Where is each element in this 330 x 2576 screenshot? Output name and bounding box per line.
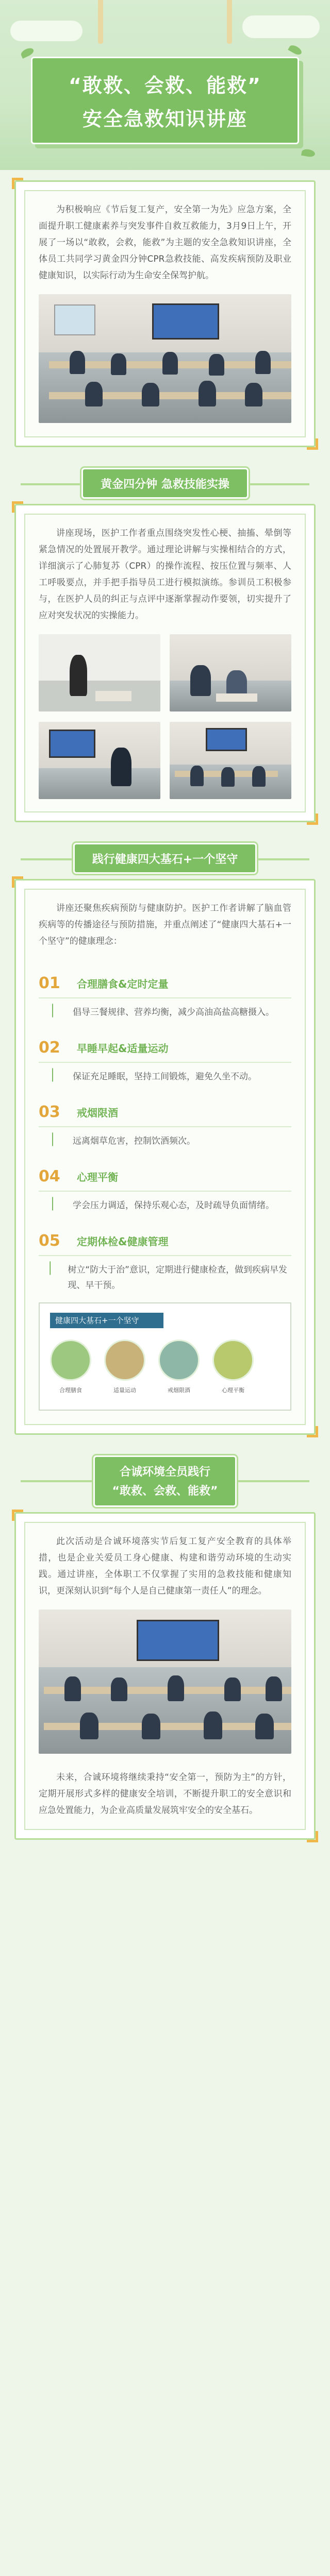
pillar-title: 合理膳食&定时定量 xyxy=(77,978,169,990)
section3-text2: 未来，合诚环境将继续秉持“安全第一，预防为主”的方针，定期开展形式多样的健康安全培训，不断提升职工的安全意识和应急处置能力，为企业高质量发展筑牢安全的安全基石。 xyxy=(39,1772,291,1816)
pillar-item xyxy=(25,1217,305,1297)
corner-decoration xyxy=(12,178,23,189)
section1-inner xyxy=(24,514,306,812)
pillar-number: 03 xyxy=(39,1103,60,1121)
section2 xyxy=(14,879,316,1435)
intro-section xyxy=(14,180,316,447)
pillar-body: 保证充足睡眠，坚持工间锻炼，避免久坐不动。 xyxy=(73,1072,257,1082)
section3-pill xyxy=(93,1455,237,1507)
cpr-photo-4 xyxy=(170,722,291,799)
pillar-item xyxy=(25,1153,305,1217)
pillar-item xyxy=(25,1024,305,1089)
section3 xyxy=(14,1512,316,1840)
section2-intro: 讲座还聚焦疾病预防与健康防护。医护工作者讲解了脑血管疾病等的传播途径与预防措施，并重点阐述了“健康四大基石+一个坚守”的健康理念： xyxy=(39,903,291,946)
cpr-photo-2 xyxy=(170,634,291,711)
section1-text: 讲座现场，医护工作者重点围绕突发性心梗、抽搐、晕倒等紧急情况的处置展开教学。通过理论讲解与实操相结合的方式，详细演示了心肺复苏（CPR）的操作流程、按压位置与频率、人工呼吸要点，并手把手指导员工进行模拟演练。参训员工积极参与，在医护人员的纠正与点评中逐渐掌握动作要领，切实提升了应对突发状况的实操能力。 xyxy=(39,528,291,621)
section3-heading xyxy=(0,1455,330,1507)
slide-caption: 合理膳食 xyxy=(59,1387,82,1394)
slide-caption: 适量运动 xyxy=(113,1387,136,1394)
intro-text: 为积极响应《节后复工复产，安全第一为先》应急方案，全面提升职工健康素养与突发事件自救互救能力，3月9日上午，开展了一场以“敢救，会救，能救”为主题的安全急救知识讲座，全体员工共同学习黄金四分钟CPR急救技能、高发疾病预防及职业健康知识，以实际行动为生命安全保驾护航。 xyxy=(39,205,291,281)
intro-inner xyxy=(24,190,306,437)
pillar-title: 定期体检&健康管理 xyxy=(77,1235,169,1248)
section3-pill-line2: “敢救、会救、能救” xyxy=(112,1485,218,1498)
pillar-marker-icon: │ xyxy=(49,1069,56,1082)
section2-heading xyxy=(0,843,330,874)
leaf-icon xyxy=(288,43,303,56)
section3-pill-line1: 合诚环境全员践行 xyxy=(119,1466,210,1479)
section1-photo-grid xyxy=(25,634,305,811)
cloud-decoration xyxy=(10,21,82,41)
title-card xyxy=(31,57,299,144)
cpr-photo-3 xyxy=(39,722,160,799)
pillar-title: 早睡早起&适量运动 xyxy=(77,1042,169,1055)
health-slide-photo xyxy=(39,1302,291,1411)
pillar-marker-icon: │ xyxy=(46,1262,54,1275)
slide-circle-image xyxy=(158,1340,200,1381)
group-lecture-photo xyxy=(39,1609,291,1754)
section1-heading xyxy=(0,468,330,499)
pillar-title: 心理平衡 xyxy=(77,1171,118,1183)
slide-caption: 戒烟限酒 xyxy=(168,1387,190,1394)
section1 xyxy=(14,504,316,822)
hanging-stick-right xyxy=(227,0,232,44)
pillar-item xyxy=(25,960,305,1024)
pillar-number: 02 xyxy=(39,1039,60,1057)
cloud-decoration xyxy=(242,15,320,38)
section2-pill: 践行健康四大基石+一个坚守 xyxy=(73,843,257,874)
leaf-icon xyxy=(301,148,316,158)
pillar-number: 04 xyxy=(39,1167,60,1185)
lecture-photo xyxy=(39,294,291,423)
cpr-photo-1 xyxy=(39,634,160,711)
section1-pill: 黄金四分钟 急救技能实操 xyxy=(81,468,249,499)
hero-banner xyxy=(0,0,330,170)
pillar-title: 戒烟限酒 xyxy=(77,1107,118,1119)
pillar-body: 树立“防大于治”意识，定期进行健康检查，做到疾病早发现、早干预。 xyxy=(68,1265,287,1291)
pillar-body: 远离烟草危害，控制饮酒频次。 xyxy=(73,1136,195,1146)
section3-text1: 此次活动是合诚环境落实节后复工复产安全教育的具体举措，也是企业关爱员工身心健康、构建和谐劳动环境的生动实践。通过讲座，全体职工不仅掌握了实用的急救技能和健康知识，更深刻认识到“每个人是自己健康第一责任人”的理念。 xyxy=(39,1536,291,1596)
pillar-body: 倡导三餐规律、营养均衡，减少高油高盐高糖摄入。 xyxy=(73,1007,274,1018)
slide-caption: 心理平衡 xyxy=(222,1387,244,1394)
pillar-marker-icon: │ xyxy=(49,1198,56,1211)
slide-circle-image xyxy=(212,1340,254,1381)
slide-banner: 健康四大基石+一个坚守 xyxy=(50,1313,163,1328)
page-title-line1: “敢救、会救、能救” xyxy=(69,74,261,97)
corner-decoration xyxy=(307,438,318,450)
pillar-number: 01 xyxy=(39,974,60,992)
footer-decoration xyxy=(0,1840,330,1871)
pillar-marker-icon: │ xyxy=(49,1133,56,1146)
section3-inner xyxy=(24,1522,306,1830)
pillar-marker-icon: │ xyxy=(49,1005,56,1018)
pillar-item xyxy=(25,1089,305,1153)
pillar-number: 05 xyxy=(39,1232,60,1250)
slide-circle-image xyxy=(50,1340,91,1381)
slide-circle-image xyxy=(104,1340,145,1381)
section2-inner xyxy=(24,889,306,1425)
hanging-stick-left xyxy=(98,0,103,44)
page-title-line2: 安全急救知识讲座 xyxy=(82,108,248,130)
pillar-body: 学会压力调适，保持乐观心态，及时疏导负面情绪。 xyxy=(73,1200,274,1211)
